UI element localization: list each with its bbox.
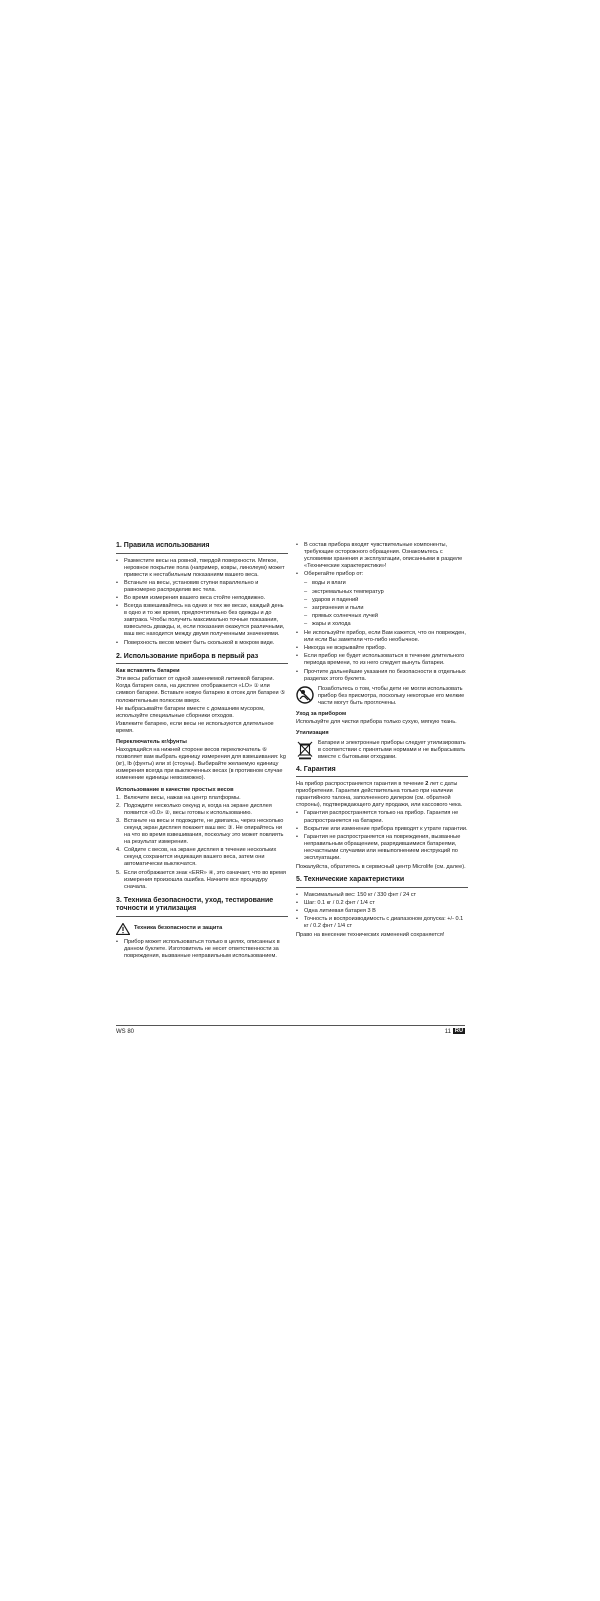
children-note: Позаботьтесь о том, чтобы дети не могли использовать прибор без присмотра, поскольку некоторые его мелкие части могут быть проглочены. <box>318 685 465 706</box>
battery-subtitle: Как вставлять батареи <box>116 668 180 675</box>
warning-triangle-icon <box>116 923 130 935</box>
battery-paragraph: Не выбрасывайте батареи вместе с домашним мусором, используйте специальные сборники отходов. <box>116 705 265 719</box>
battery-paragraph: Извлеките батарею, если весы не используются длительное время. <box>116 720 274 734</box>
step-number: 5. <box>116 869 121 876</box>
step-number: 4. <box>116 847 121 854</box>
care-subtitle: Уход за прибором <box>296 710 347 717</box>
list-item <box>116 818 288 846</box>
list-item: • Гарантия не распространяется на повреждения, вызванные неправильным обращением, разрядившимися батареями, несчастными случаями или невыполнением инструкций по эксплуатации. <box>296 834 468 862</box>
list-item <box>116 803 288 817</box>
list-item: • Во время измерения вашего веса стойте неподвижно. <box>116 595 288 602</box>
step-text: Сойдите с весов, на экране дисплея в течение нескольких секунд сохранится индикация вашего веса, затем они автоматически выключатся. <box>124 847 277 868</box>
list-item: • Не используйте прибор, если Вам кажется, что он поврежден, или если Вы заметили что-либо необычное. <box>296 630 468 644</box>
disposal-note <box>296 740 468 761</box>
list-item <box>116 847 288 868</box>
step-text: Встаньте на весы и подождите, не двигаясь, через несколько секунд экран дисплея покажет ваш вес ③. Не опирайтесь ни на что во время взвешивания, поскольку это может повлиять на результат измерения. <box>124 817 284 846</box>
list-item: • Максимальный вес: 150 кг / 330 фнт / 24 ст <box>296 892 468 899</box>
list-item: • Вскрытие или изменение прибора приводят к утрате гарантии. <box>296 826 468 833</box>
service-paragraph: Пожалуйста, обратитесь в сервисный центр Microlife (см. далее). <box>296 864 466 871</box>
section-1-title: 1. Правила использования <box>116 542 288 554</box>
warranty-years: 2 <box>425 781 429 788</box>
language-badge: RU <box>454 1028 463 1034</box>
safety-list-continued <box>296 542 468 578</box>
list-item: • Поверхность весов может быть скользкой в мокром виде. <box>116 640 288 647</box>
section-5-title: 5. Технические характеристики <box>296 876 468 888</box>
safety-list <box>116 939 288 960</box>
warranty-text-pre: На прибор распространяется гарантия в течение <box>296 781 426 788</box>
list-item: • Гарантия распространяется только на прибор. Гарантия не распространяется на батареи. <box>296 810 468 824</box>
page-number: 11 <box>444 1029 451 1035</box>
list-item: – загрязнения и пыли <box>304 605 468 612</box>
section-2-title: 2. Использование прибора в первый раз <box>116 653 288 665</box>
list-item: • Одна литиевая батарея 3 В <box>296 908 468 915</box>
step-number: 2. <box>116 802 121 809</box>
protect-list <box>304 580 468 628</box>
list-item: • Всегда взвешивайтесь на одних и тех же весах, каждый день в одно и то же время, предпочтительно без одежды и до завтрака. Чтобы получить максимально точные показания, взвесьтесь дважды, и, если показания окажутся различными, ваш вес находится между двумя полученными значениями. <box>116 603 288 638</box>
disposal-subtitle: Утилизация <box>296 730 329 737</box>
rights-paragraph: Право на внесение технических изменений сохраняется! <box>296 932 445 939</box>
no-children-icon <box>296 686 314 704</box>
warranty-list <box>296 810 468 862</box>
children-warning <box>296 686 468 707</box>
switch-subtitle: Переключатель кг/фунты <box>116 738 187 745</box>
list-item: • Если прибор не будет использоваться в течение длительного периода времени, то из него следует вынуть батареи. <box>296 653 468 667</box>
list-item: • Точность и воспроизводимость с диапазоном допуска: +/- 0.1 кг / 0.2 фнт / 1/4 ст <box>296 916 468 930</box>
list-item: – воды и влаги <box>304 580 468 587</box>
protect-intro: Оберегайте прибор от: <box>304 571 364 578</box>
list-item <box>116 795 288 802</box>
simple-scale-steps <box>116 795 288 891</box>
step-text: Если отображается знак «ERR» ④, это означает, что во время измерения произошла ошибка. Начните все процедуру сначала. <box>124 869 286 890</box>
section-4-title: 4. Гарантия <box>296 766 468 778</box>
warranty-text-post: лет с даты приобретения. Гарантия действительна только при наличии гарантийного талона, заполненного дилером (см. обратной стороны), подтверждающего дату продажи, или кассового чека. <box>296 781 463 809</box>
list-item <box>116 870 288 891</box>
simple-scale-subtitle: Использование в качестве простых весов <box>116 786 234 793</box>
list-item: – ударов и падений <box>304 597 468 604</box>
list-item: • Прочтите дальнейшие указания по безопасности в отдельных разделах этого буклета. <box>296 669 468 683</box>
list-item: • Никогда не вскрывайте прибор. <box>296 645 468 652</box>
list-item: • Шаг: 0.1 кг / 0.2 фнт / 1/4 ст <box>296 900 468 907</box>
right-column <box>296 542 468 940</box>
crossed-out-bin-icon <box>296 740 314 760</box>
model-number: WS 80 <box>116 1029 135 1035</box>
switch-paragraph: Находящийся на нижней стороне весов переключатель ⑥ позволяет вам выбрать единицу измерения для взвешивания: kg (кг), lb (фунты) или st (стоуны). Выбирайте желаемую единицу измерения всегда при выключенных весах (в противном случае изменение единицы невозможно). <box>116 747 286 782</box>
step-text: Подождите несколько секунд и, когда на экране дисплея появится «0.0» ②, весы готовы к использованию. <box>124 802 272 816</box>
list-item: • Прибор может использоваться только в целях, описанных в данном буклете. Изготовитель не несет ответственности за повреждения, вызванные неправильным использованием. <box>116 939 288 960</box>
usage-rules-list <box>116 558 288 647</box>
list-item: • Разместите весы на ровной, твердой поверхности. Мягкое, неровное покрытие пола (например, ковры, линолеум) может привести к нестабильным показаниям вашего веса. <box>116 558 288 579</box>
list-item: – жары и холода <box>304 621 468 628</box>
list-item: • Встаньте на весы, установив ступни параллельно и равномерно распределив вес тела. <box>116 580 288 594</box>
left-column <box>116 542 288 962</box>
list-item: – экстремальных температур <box>304 589 468 596</box>
warranty-paragraph <box>296 781 468 809</box>
battery-paragraph: Эти весы работают от одной заменяемой литиевой батареи. Когда батарея села, на дисплее отображается «LO» ① или символ батареи. Вставьте новую батарею в отсек для батареи ⑤ положительным полюсом вверх. <box>116 676 286 704</box>
step-text: Включите весы, нажав на центр платформы. <box>124 794 241 801</box>
specs-list <box>296 892 468 930</box>
safety-list-more <box>296 630 468 683</box>
step-number: 3. <box>116 817 121 824</box>
list-item <box>296 571 468 578</box>
section-3-title: 3. Техника безопасности, уход, тестирование точности и утилизация <box>116 897 288 917</box>
safety-heading <box>116 923 288 935</box>
list-item: • В состав прибора входят чувствительные компоненты, требующие осторожного обращения. Ознакомьтесь с условиями хранения и эксплуатации, описанными в разделе «Технические характеристики»! <box>296 542 468 570</box>
care-paragraph: Используйте для чистки прибора только сухую, мягкую ткань. <box>296 719 457 726</box>
page-footer <box>116 1025 465 1035</box>
safety-label: Техника безопасности и защита <box>134 925 223 932</box>
disposal-text: Батареи и электронные приборы следует утилизировать в соответствии с принятыми нормами и не выбрасывать вместе с бытовыми отходами. <box>318 740 466 761</box>
list-item: – прямых солнечных лучей <box>304 613 468 620</box>
step-number: 1. <box>116 794 121 801</box>
